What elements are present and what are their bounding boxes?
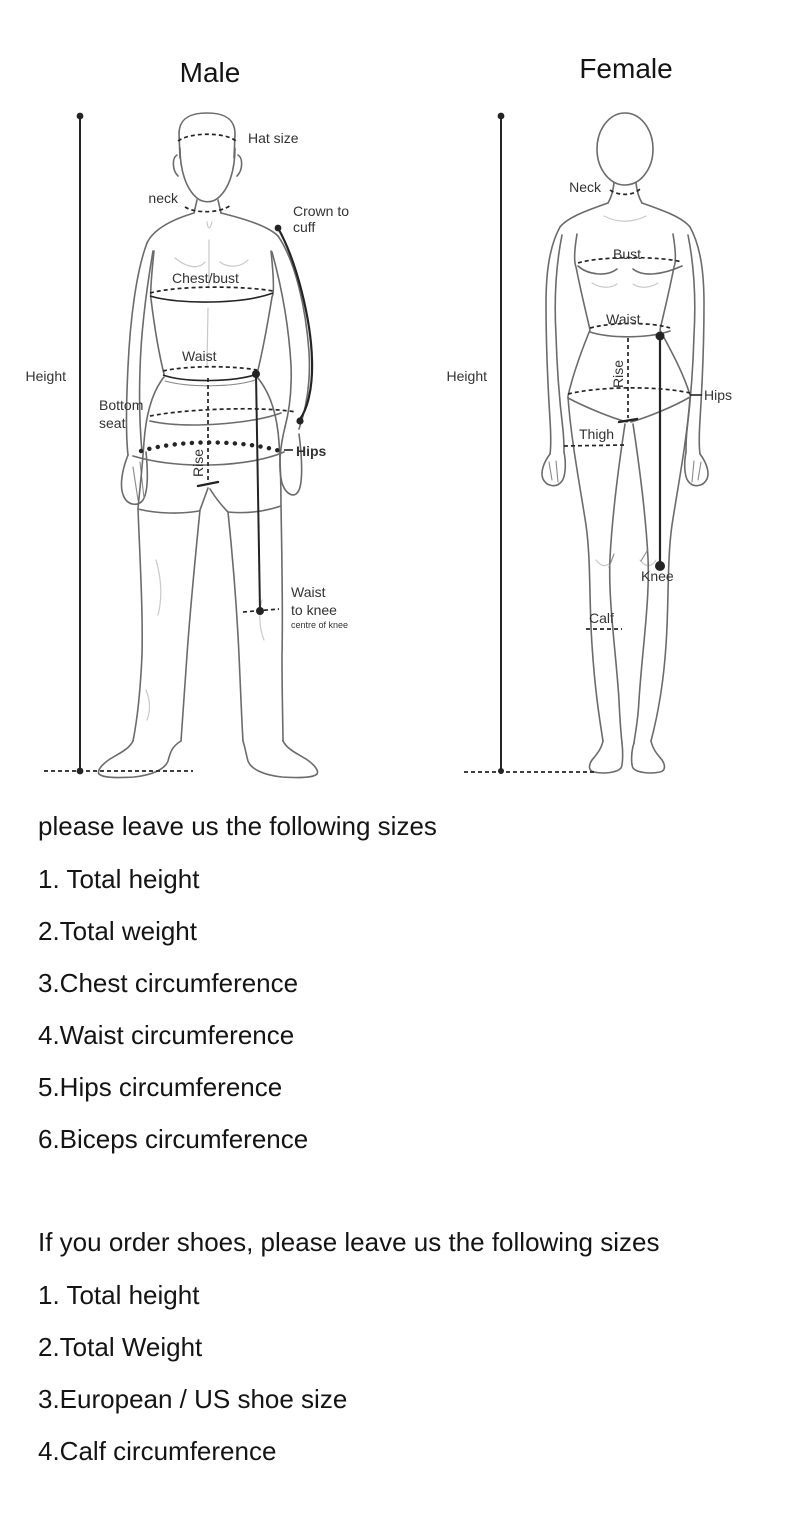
- female-thigh-label: Thigh: [579, 426, 615, 442]
- female-fingers-left: [549, 461, 558, 482]
- female-hips-dashed-line: [568, 388, 690, 394]
- general-sizes-heading: please leave us the following sizes: [38, 811, 437, 841]
- female-head: [597, 113, 653, 185]
- female-neck-dashed-line: [610, 189, 640, 194]
- male-hat-size-label: Hat size: [248, 130, 299, 146]
- female-knee-ticks: [609, 551, 647, 567]
- male-height-dot-top: [77, 113, 84, 120]
- male-arm-left: [127, 243, 154, 455]
- male-body-outline: [98, 113, 317, 778]
- female-hips-label: Hips: [704, 387, 733, 403]
- male-measurements: [44, 113, 312, 775]
- male-arm-right: [272, 236, 309, 429]
- general-size-item-3: 3.Chest circumference: [38, 968, 299, 998]
- shoe-size-item-3: 3.European / US shoe size: [38, 1384, 348, 1414]
- male-ear-right: [237, 155, 242, 176]
- male-cuff-dot: [296, 417, 303, 424]
- female-rise-label: Rise: [610, 359, 626, 388]
- male-bottom-seat-label-line1: Bottom: [99, 397, 144, 413]
- male-rise-label: Rise: [190, 448, 206, 477]
- female-bust-curves: [578, 266, 682, 274]
- male-face: [180, 148, 235, 202]
- female-foot-left: [590, 741, 623, 773]
- female-calf-label: Calf: [589, 610, 614, 626]
- female-waist-label: Waist: [606, 311, 641, 327]
- female-figure: [447, 53, 732, 774]
- male-chest-band: [150, 293, 273, 302]
- male-hand-right: [280, 427, 302, 495]
- male-chest-label: Chest/bust: [172, 270, 239, 286]
- general-size-item-4: 4.Waist circumference: [38, 1020, 295, 1050]
- male-waist-dot: [252, 370, 260, 378]
- female-arm-left: [546, 227, 564, 454]
- male-hat-dashed-line: [178, 134, 236, 141]
- female-neck: [608, 183, 642, 203]
- male-title: Male: [179, 57, 241, 88]
- female-hand-left: [542, 452, 565, 486]
- female-leg-left: [568, 397, 625, 743]
- female-arm-right: [686, 227, 704, 454]
- male-waist-band: [163, 374, 257, 381]
- female-hand-right: [685, 452, 708, 486]
- male-waist-to-knee-note: centre of knee: [291, 620, 349, 630]
- male-hair: [179, 113, 235, 158]
- male-figure: [26, 57, 350, 778]
- general-size-item-1: 1. Total height: [38, 864, 200, 894]
- general-size-item-5: 5.Hips circumference: [38, 1072, 283, 1102]
- female-foot-right: [632, 741, 665, 773]
- female-height-label: Height: [446, 368, 487, 384]
- female-height-dot-bottom: [498, 768, 504, 774]
- female-waist-dot: [656, 332, 665, 341]
- male-bottom-seat-label-line2: seat: [99, 415, 126, 431]
- male-leg-left: [133, 509, 200, 741]
- male-height-label: Height: [25, 368, 66, 384]
- male-crown-dot: [275, 225, 282, 232]
- male-crown-to-cuff-line: [278, 228, 312, 419]
- male-bottom-seat-curve: [150, 413, 281, 425]
- male-neck-label: neck: [148, 190, 178, 206]
- female-fingers-right: [692, 461, 701, 482]
- shoe-size-item-2: 2.Total Weight: [38, 1332, 203, 1362]
- male-ear-left: [173, 155, 178, 176]
- female-neck-label: Neck: [569, 179, 601, 195]
- male-neck-dashed-line: [185, 205, 231, 212]
- male-chest-dashed-line: [150, 287, 273, 293]
- female-title: Female: [579, 53, 673, 84]
- male-rise-tick: [198, 482, 218, 486]
- male-leg-right: [228, 506, 283, 741]
- female-hip-curves: [568, 397, 690, 422]
- male-waist-label: Waist: [182, 348, 217, 364]
- female-shoulders: [560, 203, 690, 227]
- female-underbust-details: [592, 216, 658, 566]
- male-waist-to-knee-label-line1: Waist: [291, 584, 326, 600]
- male-shoulders: [147, 213, 278, 243]
- male-crown-to-cuff-label-line1: Crown to: [293, 203, 350, 219]
- female-height-dot-top: [498, 113, 505, 120]
- shoe-sizes-heading: If you order shoes, please leave us the following sizes: [38, 1227, 660, 1257]
- female-bust-label: Bust: [613, 246, 642, 262]
- general-size-item-6: 6.Biceps circumference: [38, 1124, 309, 1154]
- female-body-outline: [542, 113, 708, 773]
- shoe-size-item-1: 1. Total height: [38, 1280, 200, 1310]
- general-size-item-2: 2.Total weight: [38, 916, 197, 946]
- male-crown-to-cuff-label-line2: cuff: [293, 219, 316, 235]
- female-knee-label: Knee: [641, 568, 674, 584]
- male-hips-label: Hips: [296, 443, 327, 459]
- shoe-size-item-4: 4.Calf circumference: [38, 1436, 277, 1466]
- male-foot-right: [243, 741, 318, 778]
- male-waist-to-knee-label-line2: to knee: [291, 602, 337, 618]
- female-thigh-dashed-line: [564, 445, 624, 446]
- male-waist-dashed-line: [163, 367, 257, 371]
- male-hips-dotted-line: [141, 442, 283, 452]
- male-foot-left: [98, 741, 181, 778]
